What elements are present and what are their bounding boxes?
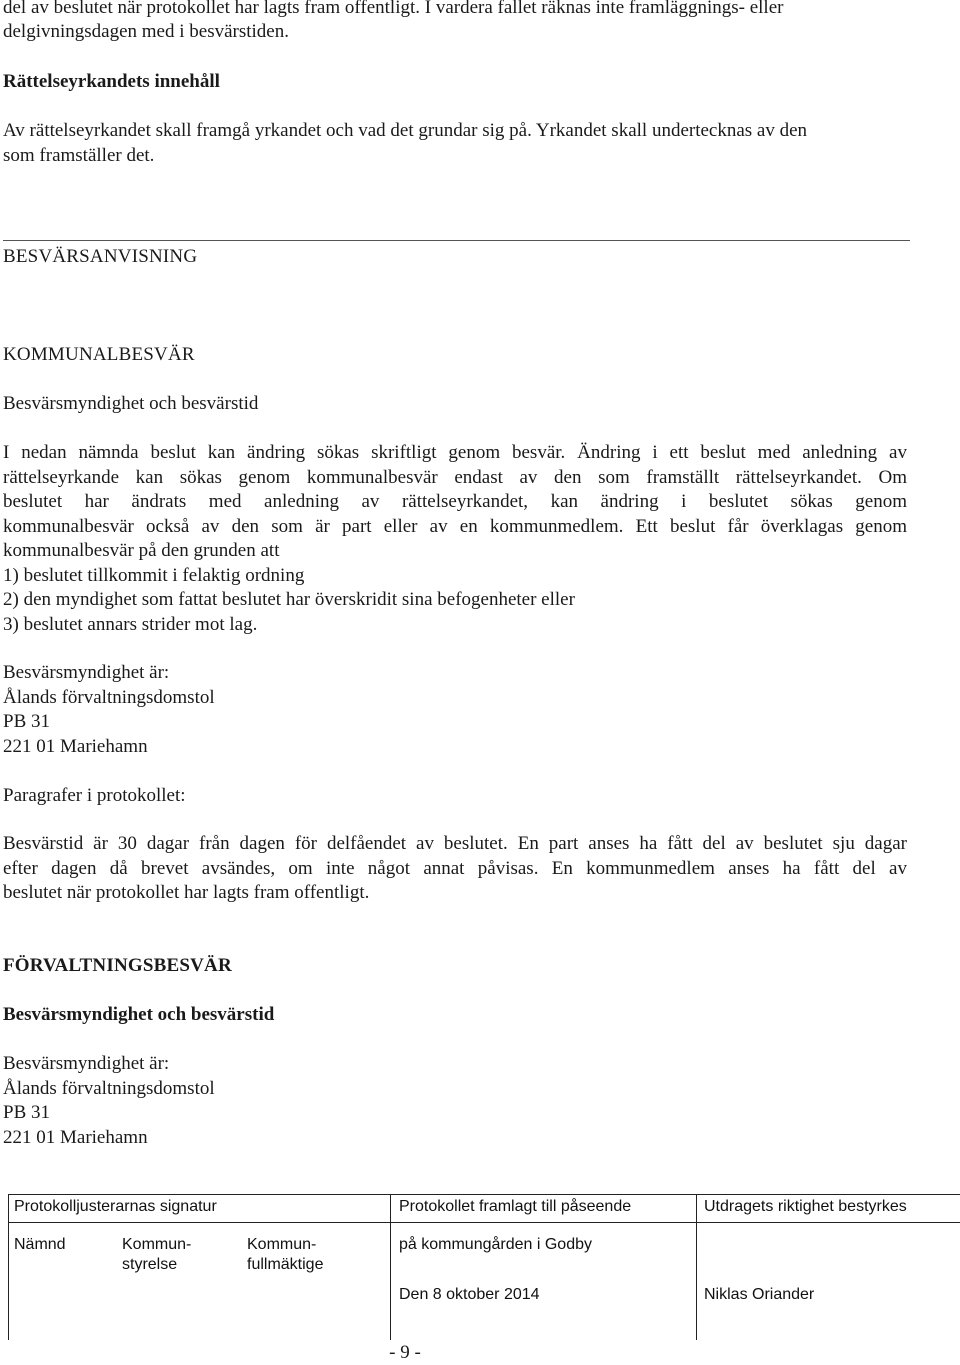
page-number: - 9 - bbox=[389, 1342, 421, 1363]
signature-table bbox=[8, 1194, 960, 1340]
authority-box: PB 31 bbox=[3, 711, 50, 732]
table-cell: fullmäktige bbox=[247, 1256, 324, 1273]
table-border bbox=[8, 1194, 960, 1195]
table-cell: Nämnd bbox=[14, 1236, 66, 1253]
authority-city: 221 01 Mariehamn bbox=[3, 736, 148, 757]
text-line: delgivningsdagen med i besvärstiden. bbox=[3, 21, 289, 42]
authority-city: 221 01 Mariehamn bbox=[3, 1127, 148, 1148]
authority-box: PB 31 bbox=[3, 1102, 50, 1123]
table-cell: Niklas Oriander bbox=[704, 1286, 815, 1303]
list-item: 2) den myndighet som fattat beslutet har överskridit sina befogenheter eller bbox=[3, 589, 575, 610]
section-heading: KOMMUNALBESVÄR bbox=[3, 344, 195, 365]
paragraph-line: kommunalbesvär också av den som är part eller av en kommunmedlem. Ett beslut får överklagas genom bbox=[3, 515, 907, 537]
paragraph-line: beslutet har ändrats med anledning av rättelseyrkandet, kan ändring i beslutet sökas genom bbox=[3, 491, 907, 512]
paragraph bbox=[3, 441, 907, 564]
table-cell: Den 8 oktober 2014 bbox=[399, 1286, 540, 1303]
authority-label: Besvärsmyndighet är: bbox=[3, 1053, 170, 1074]
table-header: Protokollet framlagt till påseende bbox=[399, 1198, 632, 1215]
paragraph-line: rättelseyrkande kan sökas genom kommunalbesvär endast av den som framställt rättelseyrkandet. Om bbox=[3, 466, 907, 488]
section-heading: Rättelseyrkandets innehåll bbox=[3, 71, 220, 92]
table-cell: Kommun- bbox=[247, 1236, 317, 1253]
authority-name: Ålands förvaltningsdomstol bbox=[3, 687, 215, 708]
divider bbox=[3, 240, 910, 241]
list-item: 3) beslutet annars strider mot lag. bbox=[3, 614, 258, 635]
table-header: Utdragets riktighet bestyrkes bbox=[704, 1198, 907, 1215]
text-line: del av beslutet när protokollet har lagts fram offentligt. I vardera fallet räknas inte framläggnings- eller bbox=[3, 0, 784, 18]
section-heading: FÖRVALTNINGSBESVÄR bbox=[3, 955, 232, 976]
paragraph-line: Besvärstid är 30 dagar från dagen för delfåendet av beslutet. En part anses ha fått del av beslutet sju dagar bbox=[3, 833, 907, 854]
table-header: Protokolljusterarnas signatur bbox=[14, 1198, 217, 1215]
paragraph bbox=[3, 832, 907, 906]
paragraph-line: beslutet när protokollet har lagts fram offentligt. bbox=[3, 882, 370, 903]
text-line: som framställer det. bbox=[3, 145, 155, 166]
table-cell: Kommun- bbox=[122, 1236, 192, 1253]
subheading: Besvärsmyndighet och besvärstid bbox=[3, 1004, 275, 1025]
paragraph-line: I nedan nämnda beslut kan ändring sökas skriftligt genom besvär. Ändring i ett beslut med anledning av bbox=[3, 442, 907, 463]
list-item: 1) beslutet tillkommit i felaktig ordning bbox=[3, 565, 305, 586]
table-border bbox=[390, 1194, 391, 1340]
table-border bbox=[8, 1222, 960, 1223]
paragraph-line: efter dagen då brevet avsändes, om inte något annat påvisas. En kommunmedlem anses ha fått del av bbox=[3, 857, 907, 879]
text-line: Av rättelseyrkandet skall framgå yrkandet och vad det grundar sig på. Yrkandet skall undertecknas av den bbox=[3, 120, 808, 141]
authority-label: Besvärsmyndighet är: bbox=[3, 662, 170, 683]
page-title: BESVÄRSANVISNING bbox=[3, 246, 198, 267]
table-cell: på kommungården i Godby bbox=[399, 1236, 592, 1253]
authority-name: Ålands förvaltningsdomstol bbox=[3, 1078, 215, 1099]
paragrafer-label: Paragrafer i protokollet: bbox=[3, 785, 186, 806]
subheading: Besvärsmyndighet och besvärstid bbox=[3, 393, 259, 414]
table-border bbox=[696, 1194, 697, 1340]
table-cell: styrelse bbox=[122, 1256, 178, 1273]
paragraph-line: kommunalbesvär på den grunden att bbox=[3, 540, 280, 561]
table-border bbox=[8, 1194, 9, 1340]
